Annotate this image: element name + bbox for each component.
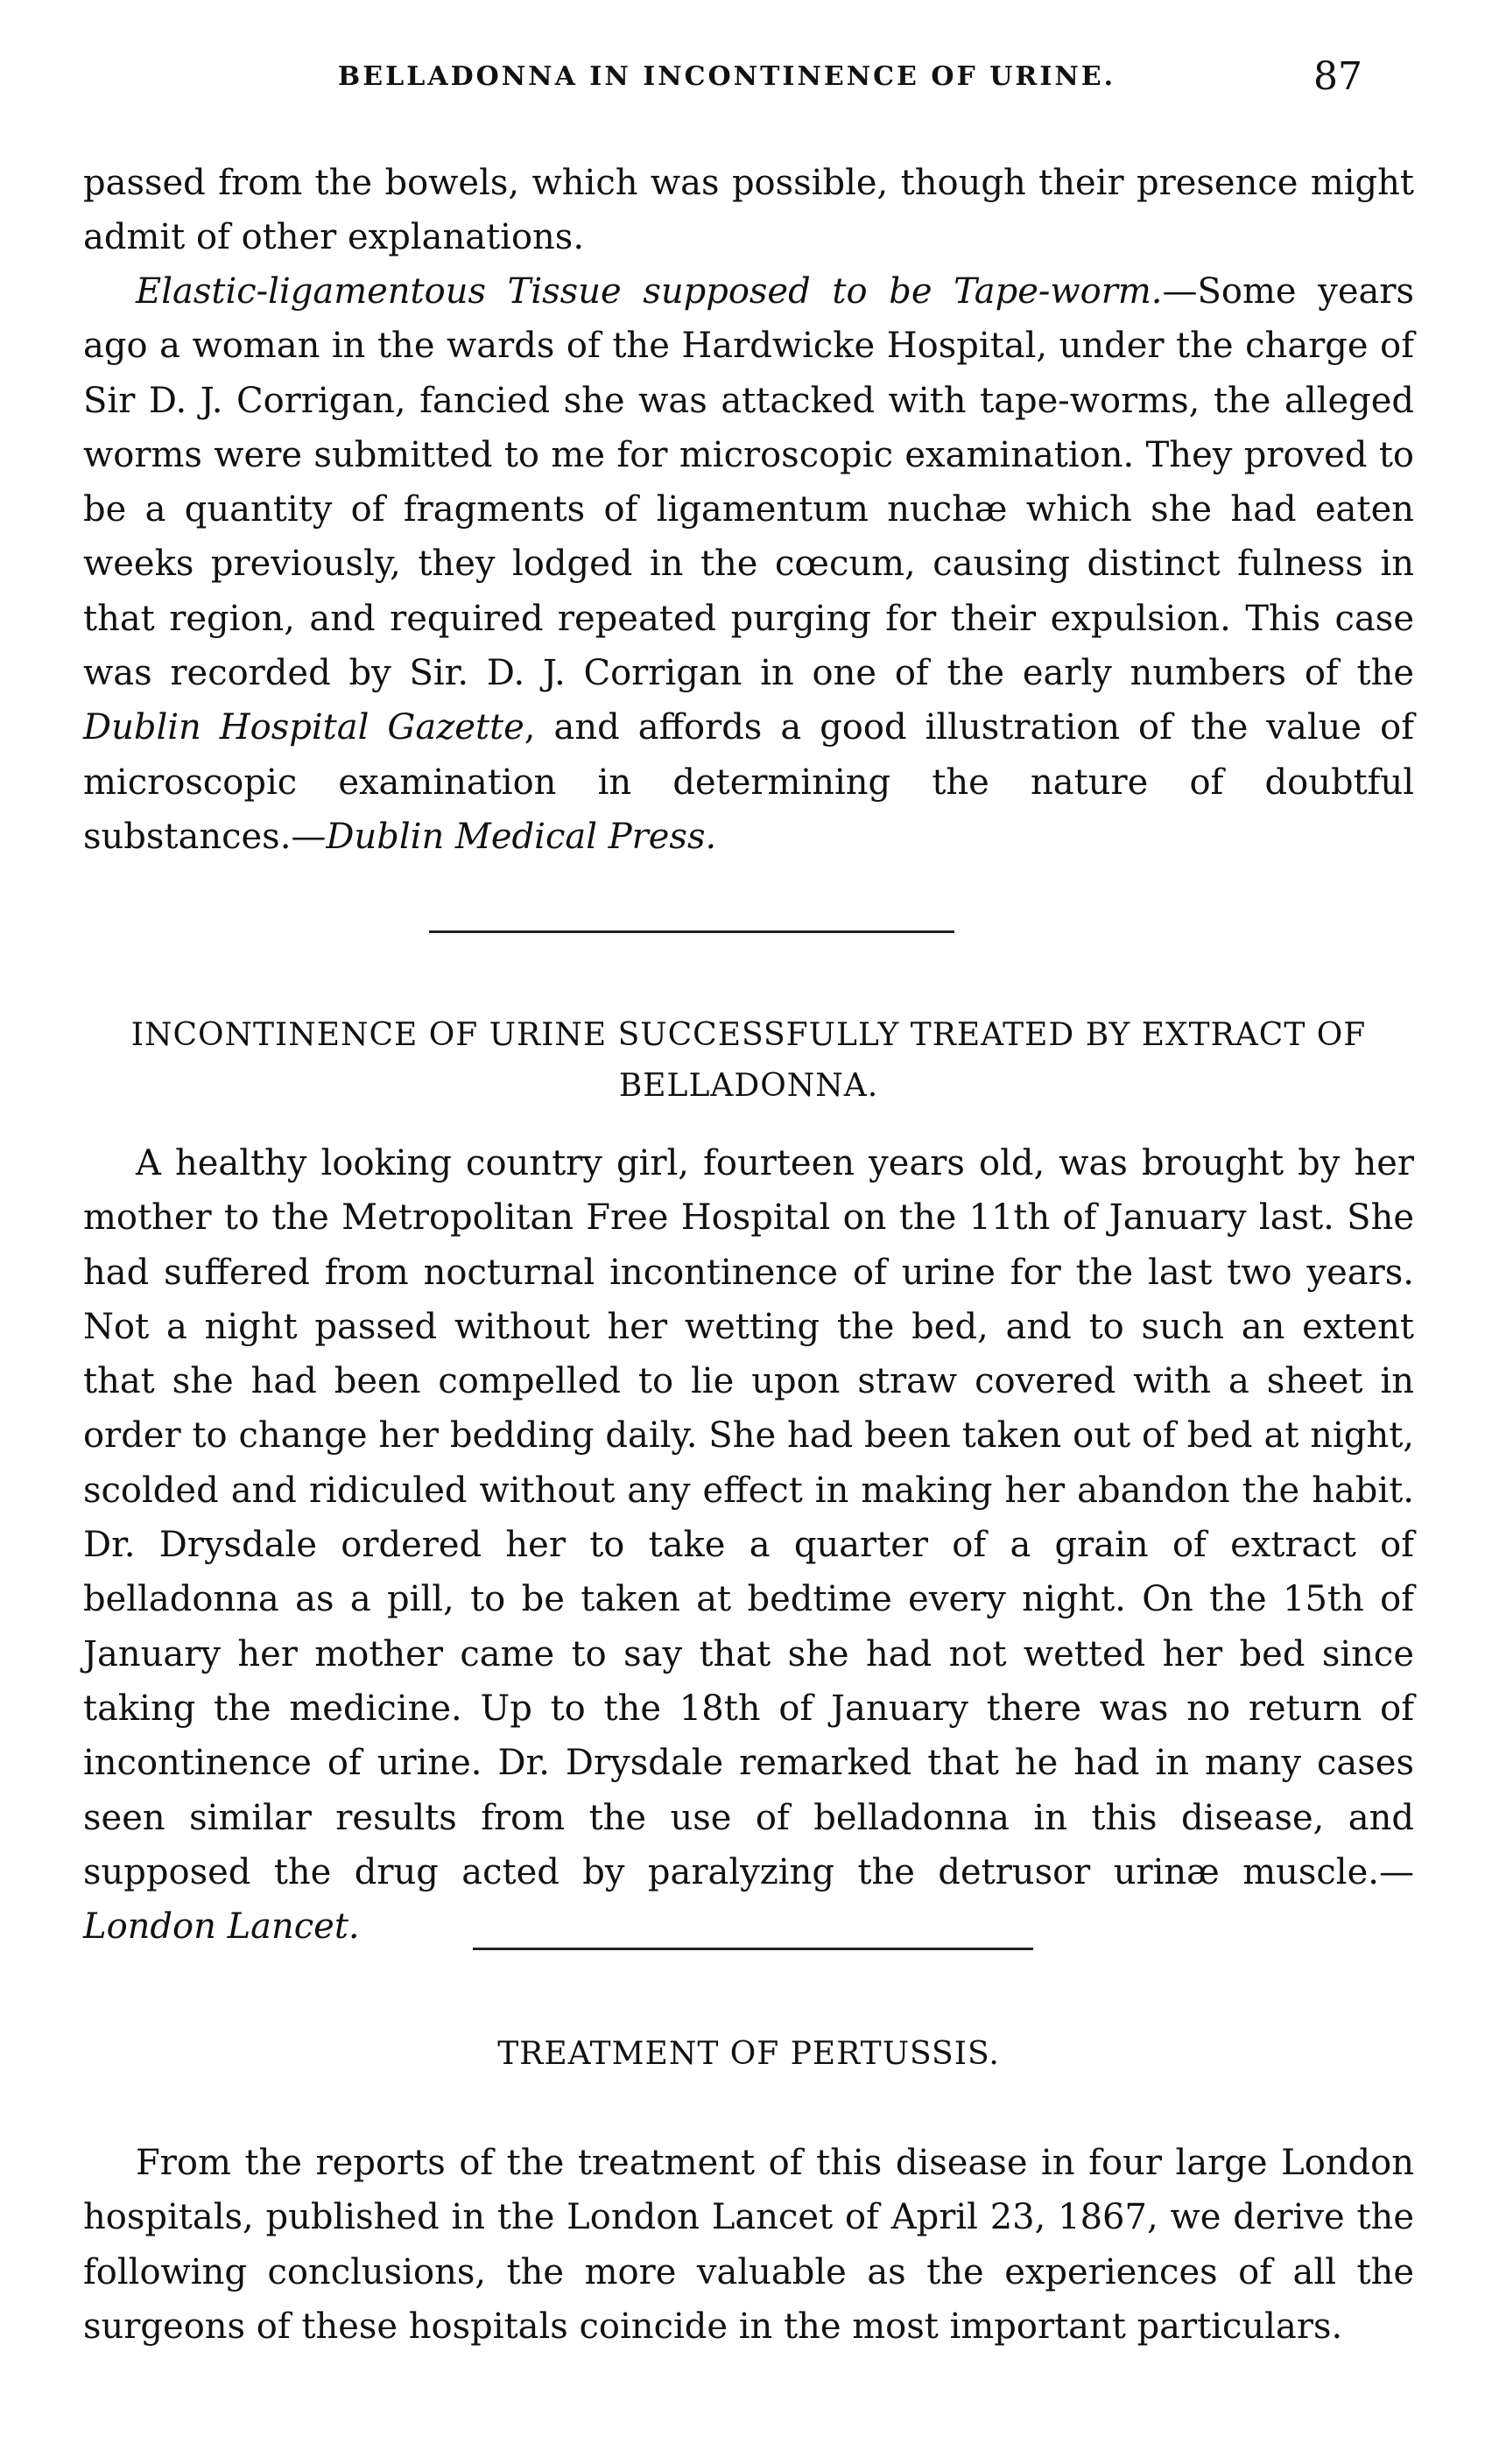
paragraph-title: Elastic-ligamentous Tissue supposed to be Tape-worm. <box>136 271 1163 312</box>
section-body <box>83 1136 1414 1954</box>
section-heading: INCONTINENCE OF URINE SUCCESSFULLY TREATED BY EXTRACT OF BELLADONNA. <box>130 1017 1367 1104</box>
journal-name: Dublin Hospital Gazette <box>83 707 524 748</box>
section-divider <box>473 1948 1033 1950</box>
source-citation: Dublin Medical Press. <box>326 816 717 857</box>
paragraph-body: —Some years ago a woman in the wards of the Hardwicke Hospital, under the charge of Sir D. J. Corrigan, fancied she was attacked with tape-worms, the alleged worms were submitted to me for microscopic examination. They proved to be a quantity of fragments of ligamentum nuchæ which she had eaten weeks previously, they lodged in the cœcum, causing distinct fulness in that region, and required repeated purging for their expulsion. This case was recorded by Sir. D. J. Corrigan in one of the early numbers of the <box>83 271 1414 694</box>
section-divider <box>429 930 954 933</box>
section-body: From the reports of the treatment of this disease in four large London hospitals, published in the London Lancet of April 23, 1867, we derive the following conclusions, the more valuable as the experiences of all the surgeons of these hospitals coincide in the most important particulars. <box>83 2143 1414 2347</box>
section-text: A healthy looking country girl, fourteen years old, was brought by her mother to the Metropolitan Free Hospital on the 11th of January last. She had suffered from nocturnal incontinence of urine for the last two years. Not a night passed without her wetting the bed, and to such an extent that she had been compelled to lie upon straw covered with a sheet in order to change her bedding daily. She had been taken out of bed at night, scolded and ridiculed without any effect in making her abandon the habit. Dr. Drysdale ordered her to take a quarter of a grain of extract of belladonna as a pill, to be taken at bedtime every night. On the 15th of January her mother came to say that she had not wetted her bed since taking the medicine. Up to the 18th of January there was no return of incontinence of urine. Dr. Drysdale remarked that he had in many cases seen similar results from the use of belladonna in this disease, and supposed the drug acted by paralyzing the detrusor urinæ muscle.— <box>83 1143 1414 1892</box>
source-citation: London Lancet. <box>83 1906 360 1948</box>
paragraph-continuation: passed from the bowels, which was possible, though their presence might admit of other explanations. <box>83 163 1414 258</box>
section-heading: TREATMENT OF PERTUSSIS. <box>497 2036 1000 2072</box>
paragraph-body-continued: , and affords a good illustration of the value of microscopic examination in determining the nature of doubtful substances.— <box>83 707 1415 857</box>
page-number: 87 <box>1313 54 1362 99</box>
paragraph-tapeworm <box>83 264 1414 864</box>
running-head: BELLADONNA IN INCONTINENCE OF URINE. <box>337 61 1116 92</box>
